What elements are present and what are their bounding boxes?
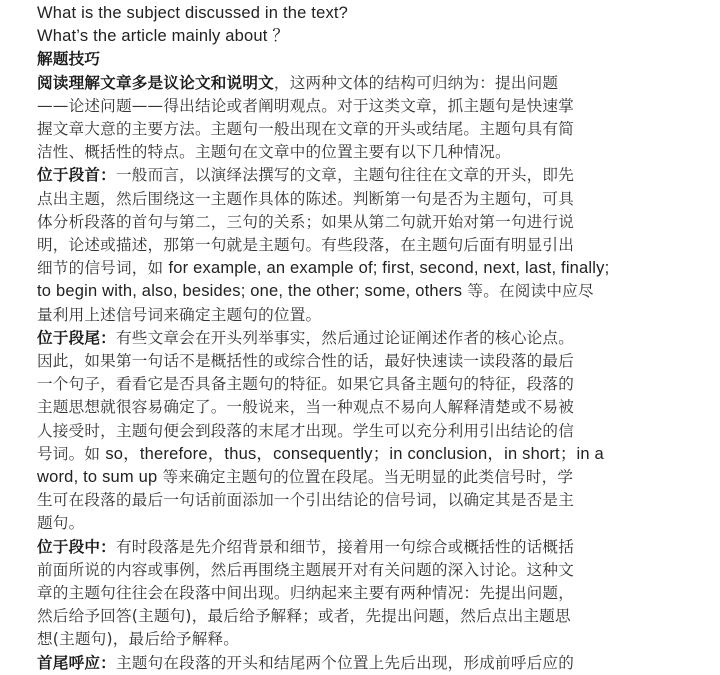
text-line: [37, 536, 637, 559]
paragraph-heading: 位于段中：: [37, 537, 116, 556]
text-line: 想(主题句)，最后给予解释。: [37, 630, 240, 649]
text-cn: 号词。如: [37, 444, 106, 463]
text-line: [37, 466, 637, 489]
text-line: [37, 280, 637, 303]
paragraph-heading: 首尾呼应：: [37, 653, 116, 672]
text-line: [37, 72, 637, 95]
text-line: 体分析段落的首句与第二，三句的关系；如果从第二句就开始对第一句进行说: [37, 212, 574, 231]
paragraph-end-position: [37, 327, 637, 536]
document-body: [37, 2, 637, 675]
text-line: 洁性、概括性的特点。主题句在文章中的位置主要有以下几种情况。: [37, 143, 511, 162]
paragraph-heading: 位于段尾：: [37, 328, 116, 347]
text-line: [37, 164, 637, 187]
text-line: 然后给予回答(主题句)，最后给予解释；或者，先提出问题，然后点出主题思: [37, 607, 571, 626]
paragraph-middle-position: [37, 536, 637, 652]
text-en: so，therefore，thus，consequently；in conclusion，in short；in a: [105, 444, 604, 463]
text-line: ——论述问题——得出结论或者阐明观点。对于这类文章，抓主题句是快速掌: [37, 96, 574, 115]
text-line: 量利用上述信号词来确定主题句的位置。: [37, 305, 322, 324]
section-heading: 解题技巧: [37, 50, 101, 69]
paragraph-start-position: [37, 164, 637, 326]
paragraph-text: 有时段落是先介绍背景和细节，接着用一句综合或概括性的话概括: [115, 537, 575, 556]
text-line: 章的主题句往往会在段落中间出现。归纳起来主要有两种情况：先提出问题，: [37, 584, 574, 603]
question-line: What’s the article mainly about ？: [37, 27, 290, 46]
text-line: 一个句子，看看它是否具备主题句的特征。如果它具备主题句的特征，段落的: [37, 375, 574, 394]
text-line: 前面所说的内容或事例，然后再围绕主题展开对有关问题的深入讨论。这种文: [37, 560, 574, 579]
text-line: 人接受时，主题句便会到段落的末尾才出现。学生可以充分利用引出结论的信: [37, 421, 574, 440]
text-cn: 等。在阅读中应尽: [462, 282, 594, 301]
text-line: 生可在段落的最后一句话前面添加一个引出结论的信号词，以确定其是否是主: [37, 491, 574, 510]
intro-paragraph: [37, 72, 637, 165]
text-line: [37, 257, 637, 280]
text-en: for example, an example of; first, second, next, last, finally;: [168, 259, 610, 278]
paragraph-echo-position: [37, 652, 637, 675]
text-line: 主题思想就很容易确定了。一般说来，当一种观点不易向人解释清楚或不易被: [37, 398, 574, 417]
text-line: 明，论述或描述，那第一句就是主题句。有些段落，在主题句后面有明显引出: [37, 236, 574, 255]
intro-bold: 阅读理解文章多是议论文和说明文: [37, 73, 274, 92]
paragraph-text: 主题句在段落的开头和结尾两个位置上先后出现，形成前呼后应的: [115, 653, 575, 672]
intro-text: ，这两种文体的结构可归纳为：提出问题: [273, 73, 559, 92]
text-cn: 等来确定主题句的位置在段尾。当无明显的此类信号时，学: [157, 468, 574, 487]
text-cn: 细节的信号词，如: [37, 259, 169, 278]
text-line: 题句。: [37, 514, 85, 533]
text-line: 因此，如果第一句话不是概括性的或综合性的话，最好快速读一读段落的最后: [37, 352, 574, 371]
text-en: to begin with, also, besides; one, the other; some, others: [37, 282, 463, 301]
text-line: [37, 443, 637, 466]
question-line: What is the subject discussed in the text?: [37, 4, 349, 22]
paragraph-text: 一般而言，以演绎法撰写的文章，主题句往往在文章的开头，即先: [115, 166, 575, 185]
text-line: [37, 652, 637, 675]
paragraph-heading: 位于段首：: [37, 166, 116, 185]
paragraph-text: 有些文章会在开头列举事实，然后通过论证阐述作者的核心论点。: [115, 328, 575, 347]
text-line: 握文章大意的主要方法。主题句一般出现在文章的开头或结尾。主题句具有简: [37, 120, 574, 139]
text-en: word, to sum up: [37, 468, 158, 487]
text-line: [37, 327, 637, 350]
text-line: 点出主题，然后围绕这一主题作具体的陈述。判断第一句是否为主题句，可具: [37, 189, 574, 208]
